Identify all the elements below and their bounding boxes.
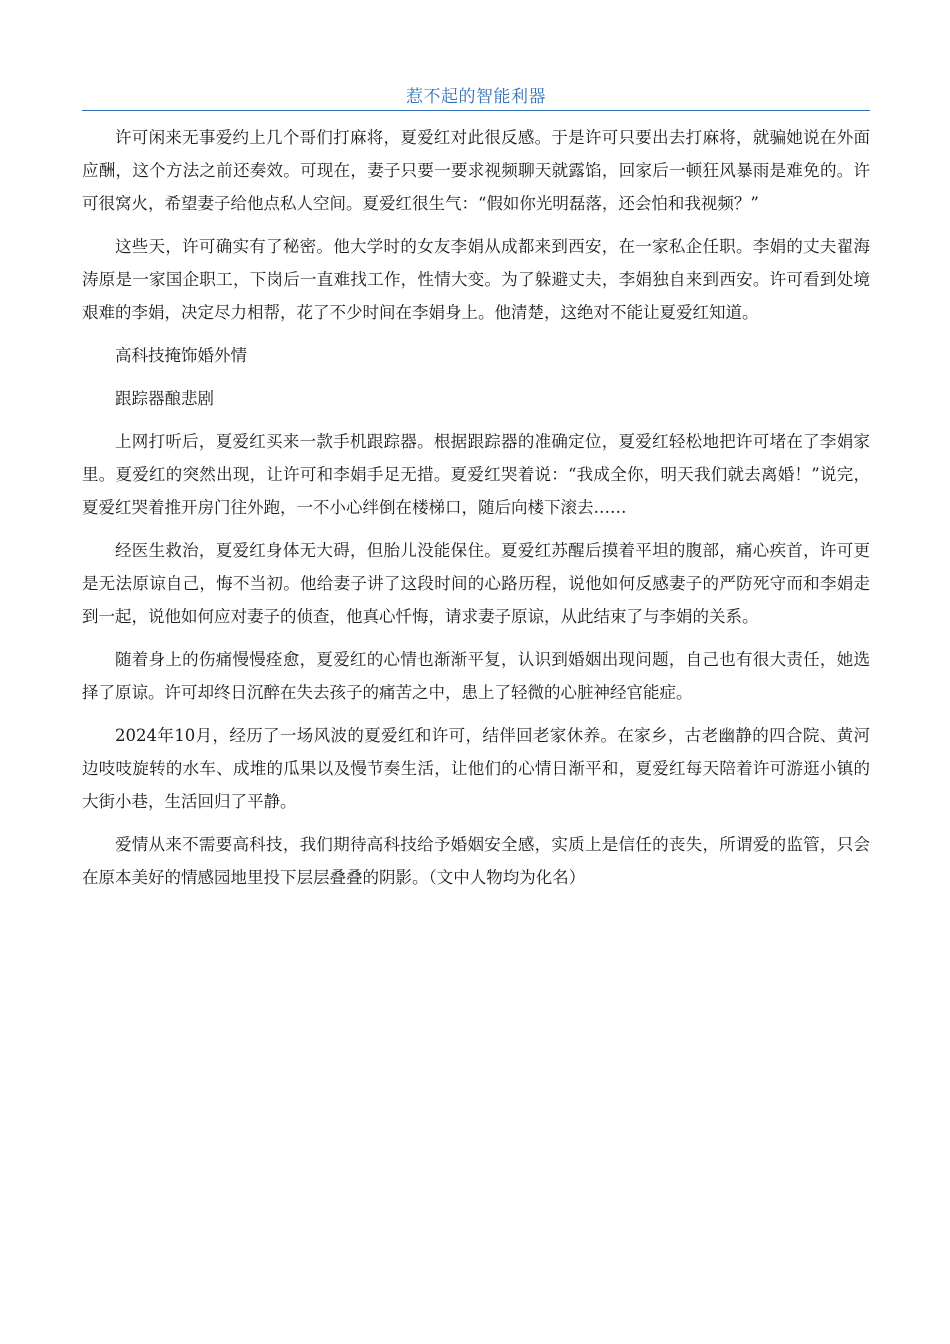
paragraph: 2024年10月，经历了一场风波的夏爱红和许可，结伴回老家休养。在家乡，古老幽静的四合院、黄河边吱吱旋转的水车、成堆的瓜果以及慢节奏生活，让他们的心情日渐平和，夏爱红每天陪着许可游逛小镇的大街小巷，生活回归了平静。 (82, 726, 870, 811)
paragraph: 随着身上的伤痛慢慢痊愈，夏爱红的心情也渐渐平复，认识到婚姻出现问题，自己也有很大责任，她选择了原谅。许可却终日沉醉在失去孩子的痛苦之中，患上了轻微的心脏神经官能症。 (82, 650, 870, 702)
paragraph: 许可闲来无事爱约上几个哥们打麻将，夏爱红对此很反感。于是许可只要出去打麻将，就骗她说在外面应酬，这个方法之前还奏效。可现在，妻子只要一要求视频聊天就露馅，回家后一顿狂风暴雨是难免的。许可很窝火，希望妻子给他点私人空间。夏爱红很生气：“假如你光明磊落，还会怕和我视频？” (82, 128, 870, 213)
paragraph: 上网打听后，夏爱红买来一款手机跟踪器。根据跟踪器的准确定位，夏爱红轻松地把许可堵在了李娟家里。夏爱红的突然出现，让许可和李娟手足无措。夏爱红哭着说：“我成全你，明天我们就去离婚！”说完，夏爱红哭着推开房门往外跑，一不小心绊倒在楼梯口，随后向楼下滚去…… (82, 432, 870, 517)
document-page (82, 80, 870, 904)
page-header (82, 80, 870, 111)
article-body (82, 121, 870, 894)
paragraph: 这些天，许可确实有了秘密。他大学时的女友李娟从成都来到西安，在一家私企任职。李娟的丈夫翟海涛原是一家国企职工，下岗后一直难找工作，性情大变。为了躲避丈夫，李娟独自来到西安。许可看到处境艰难的李娟，决定尽力相帮，花了不少时间在李娟身上。他清楚，这绝对不能让夏爱红知道。 (82, 237, 870, 322)
paragraph: 爱情从来不需要高科技，我们期待高科技给予婚姻安全感，实质上是信任的丧失，所谓爱的监管，只会在原本美好的情感园地里投下层层叠叠的阴影。（文中人物均为化名） (82, 835, 870, 887)
paragraph: 经医生救治，夏爱红身体无大碍，但胎儿没能保住。夏爱红苏醒后摸着平坦的腹部，痛心疾首，许可更是无法原谅自己，悔不当初。他给妻子讲了这段时间的心路历程，说他如何反感妻子的严防死守而和李娟走到一起，说他如何应对妻子的侦查，他真心忏悔，请求妻子原谅，从此结束了与李娟的关系。 (82, 541, 870, 626)
header-title: 惹不起的智能利器 (406, 87, 546, 107)
section-heading: 高科技掩饰婚外情 (115, 346, 247, 365)
section-heading: 跟踪器酿悲剧 (115, 389, 214, 408)
